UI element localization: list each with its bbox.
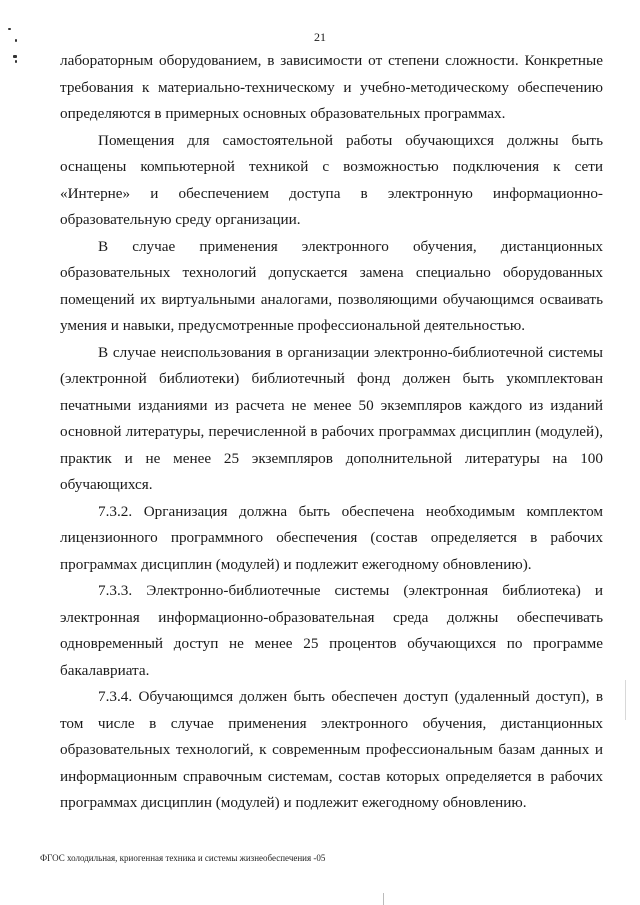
paragraph-library-fund: В случае неиспользования в организации электронно-библиотечной системы (электронной библиотеки) библиотечный фонд должен быть укомплектован печатными изданиями из расчета не менее 50 экземпляров каждого из изданий основной литературы, перечисленной в рабочих программах дисциплин (модулей), практик и не менее 25 экземпляров дополнительной литературы на 100 обучающихся. [60, 343, 603, 493]
paragraph-continuation: лабораторным оборудованием, в зависимости от степени сложности. Конкретные требования к материально-техническому и учебно-методическому обеспечению определяются в примерных основных образовательных программах. [60, 52, 603, 122]
page-number: 21 [314, 30, 326, 44]
paragraph-7-3-4: 7.3.4. Обучающимся должен быть обеспечен доступ (удаленный доступ), в том числе в случае применения электронного обучения, дистанционных образовательных технологий, к современным профессиональным базам данных и информационным справочным системам, состав которых определяется в рабочих программах дисциплин (модулей) и подлежит ежегодному обновлению. [60, 688, 603, 811]
paragraph-7-3-2: 7.3.2. Организация должна быть обеспечена необходимым комплектом лицензионного программного обеспечения (состав определяется в рабочих программах дисциплин (модулей) и подлежит ежегодному обновлению). [60, 502, 603, 573]
document-body [60, 48, 603, 817]
paragraph-e-learning: В случае применения электронного обучения, дистанционных образовательных технологий допускается замена специально оборудованных помещений их виртуальными аналогами, позволяющими обучающимся осваивать умения и навыки, предусмотренные профессиональной деятельностью. [60, 237, 603, 334]
scan-speck [13, 55, 17, 58]
scan-artifact-line [625, 680, 626, 720]
scan-artifact-line [383, 893, 384, 905]
footer-note: ФГОС холодильная, криогенная техника и системы жизнеобеспечения -05 [40, 853, 326, 863]
scan-speck [15, 60, 17, 63]
paragraph-7-3-3: 7.3.3. Электронно-библиотечные системы (электронная библиотека) и электронная информационно-образовательная среда должны обеспечивать одновременный доступ не менее 25 процентов обучающихся по программе бакалавриата. [60, 582, 603, 679]
paragraph-self-study-rooms: Помещения для самостоятельной работы обучающихся должны быть оснащены компьютерной техникой с возможностью подключения к сети «Интерне» и обеспечением доступа в электронную информационно-образовательную среду организации. [60, 131, 603, 228]
